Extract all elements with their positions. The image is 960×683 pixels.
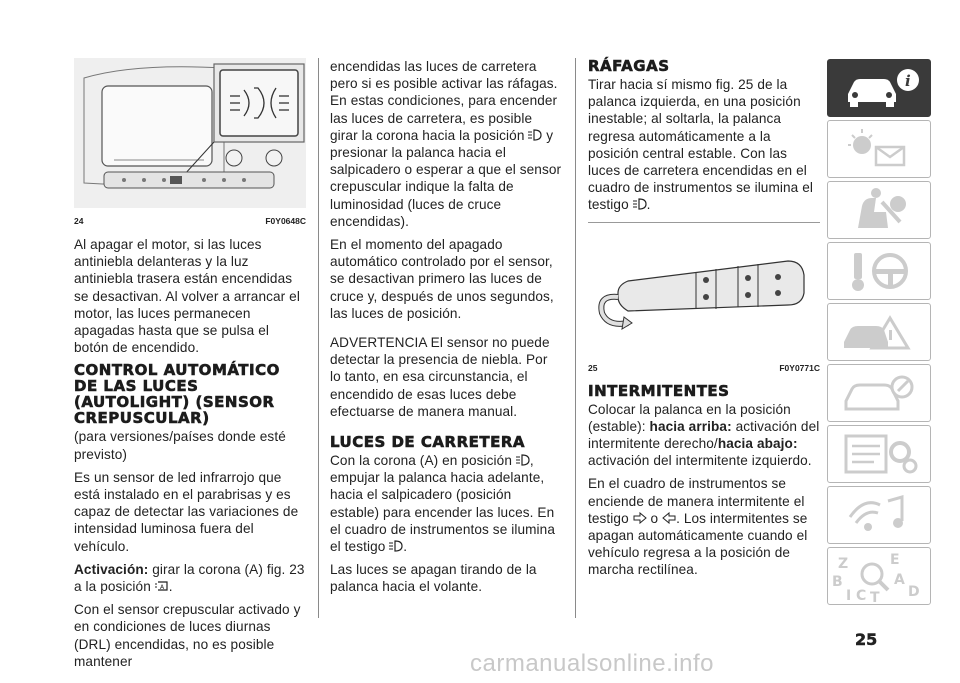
high-beams-text-b: , empujar la palanca hacia adelante, hacia el salpicadero (posición estable) para encender las luces. En el cuadro de instrumentos se ilumina el testigo bbox=[330, 453, 555, 555]
index-letter: Z bbox=[838, 556, 849, 572]
indicators-text-b: activación del intermitente derecho/ bbox=[588, 418, 820, 452]
flash-paragraph bbox=[588, 76, 820, 214]
index-letter: T bbox=[870, 590, 880, 604]
figure-number: 24 bbox=[74, 216, 84, 226]
flash-text: Tirar hacia sí mismo fig. 25 de la palanca izquierda, en una posición inestable; al soltarla, la palanca regresa automáticamente a la posición central estable. Con las luces de carretera encendidas en el cuadro de instrumentos se ilumina el testigo bbox=[588, 77, 813, 213]
indicators-paragraph bbox=[588, 401, 820, 470]
high-beams-paragraph bbox=[330, 452, 562, 555]
figure-25 bbox=[588, 235, 820, 373]
figure-number: 25 bbox=[588, 362, 598, 373]
sensor-paragraph: Es un sensor de led infrarrojo que está instalado en el parabrisas y es capaz de detectar las variaciones de intensidad luminosa fuera del vehículo. bbox=[74, 469, 299, 554]
figure-code: F0Y0648C bbox=[265, 216, 306, 226]
index-letter: D bbox=[908, 584, 920, 600]
column-1 bbox=[74, 58, 306, 676]
chapter-tab-starting-driving[interactable] bbox=[827, 242, 931, 300]
high-beams-heading: LUCES DE CARRETERA bbox=[330, 433, 526, 452]
high-beams-text-a: Con la corona (A) en posición bbox=[330, 453, 516, 469]
svg-text:i: i bbox=[905, 72, 911, 90]
indicators-text-a: Colocar la palanca en la posición (estable): bbox=[588, 401, 791, 434]
column-divider bbox=[575, 58, 576, 618]
indicator-lights-paragraph bbox=[588, 475, 820, 578]
down-label: hacia abajo: bbox=[717, 436, 798, 452]
high-beam-warning-light-icon bbox=[389, 540, 403, 552]
warning-lights-icon bbox=[828, 121, 930, 177]
stalk-lever-illustration bbox=[588, 235, 820, 355]
figure-24 bbox=[74, 58, 306, 226]
airbag-seat-icon bbox=[828, 182, 930, 238]
indicators-text-c: activación del intermitente izquierdo. bbox=[588, 453, 812, 469]
right-arrow-icon bbox=[633, 512, 647, 524]
figure-code: F0Y0771C bbox=[779, 362, 820, 373]
activation-paragraph bbox=[74, 561, 306, 595]
index-letter: E bbox=[890, 552, 900, 568]
watermark: carmanualsonline.info bbox=[470, 650, 714, 677]
auto-light-icon bbox=[155, 580, 169, 592]
column-3 bbox=[588, 58, 820, 585]
up-label: hacia arriba: bbox=[649, 418, 732, 434]
high-beam-text-2: y presionar la palanca hacia el salpicadero o esperar a que el sensor crepuscular indique la falta de luminosidad (luces de cruce encendidas). bbox=[330, 127, 562, 229]
versions-note: (para versiones/países donde esté previsto) bbox=[74, 429, 286, 462]
flash-heading: RÁFAGAS bbox=[588, 57, 670, 75]
autolight-heading: CONTROL AUTOMÁTICO DE LAS LUCES (AUTOLIGHT) (SENSOR CREPUSCULAR) bbox=[74, 361, 280, 428]
drl-paragraph: Con el sensor crepuscular activado y en condiciones de luces diurnas (DRL) encendidas, no es posible mantener bbox=[74, 602, 301, 669]
dashboard-button-illustration bbox=[74, 58, 306, 208]
chapter-tab-car-info[interactable] bbox=[827, 59, 931, 117]
page-number: 25 bbox=[855, 630, 878, 649]
intro-paragraph: Al apagar el motor, si las luces antiniebla delanteras y la luz antiniebla trasera están encendidas se desactivan. Al volver a arrancar el motor, las luces permanecen apagadas hasta que se pulsa el botón de encendido. bbox=[74, 237, 300, 356]
or-text: o bbox=[646, 510, 663, 526]
auto-off-paragraph: En el momento del apagado automático controlado por el sensor, se desactivan primero las luces de cruce y, después de unos segundos, las luces de posición. bbox=[330, 237, 554, 321]
high-beam-warning-light-icon bbox=[633, 198, 647, 210]
high-beams-text-c: . bbox=[403, 539, 408, 555]
chapter-tab-safety[interactable] bbox=[827, 181, 931, 239]
column-divider bbox=[318, 58, 319, 618]
flash-end: . bbox=[646, 197, 651, 213]
index-letter: I bbox=[846, 588, 852, 604]
chapter-tab-emergency[interactable] bbox=[827, 303, 931, 361]
car-crash-icon bbox=[828, 304, 930, 360]
steering-key-icon bbox=[828, 243, 930, 299]
warning-paragraph: ADVERTENCIA El sensor no puede detectar la presencia de niebla. Por lo tanto, en esa circunstancia, el encendido de esas luces debe efectuarse de manera manual. bbox=[330, 335, 550, 419]
high-beam-icon bbox=[528, 129, 542, 141]
technical-data-icon bbox=[828, 426, 930, 482]
left-arrow-icon bbox=[662, 512, 676, 524]
chapter-tab-maintenance[interactable] bbox=[827, 364, 931, 422]
car-info-icon bbox=[828, 60, 930, 116]
column-2 bbox=[330, 58, 562, 602]
index-az-icon bbox=[828, 548, 930, 604]
indicator-lights-text-b: . Los intermitentes se apagan automáticamente cuando el vehículo regresa a la posición de marcha rectilínea. bbox=[588, 510, 808, 578]
activation-text: girar la corona (A) fig. 23 a la posición bbox=[74, 561, 305, 595]
high-beam-text: encendidas las luces de carretera pero si es posible activar las ráfagas. En estas condiciones, para encender las luces de carretera, es posible girar la corona hacia la posición bbox=[330, 59, 558, 143]
indicators-heading: INTERMITENTES bbox=[588, 381, 730, 400]
high-beam-paragraph bbox=[330, 58, 562, 230]
svg-text:A: A bbox=[159, 584, 164, 592]
car-service-icon bbox=[828, 365, 930, 421]
chapter-tab-technical-data[interactable] bbox=[827, 425, 931, 483]
figure-top-rule bbox=[588, 222, 820, 223]
activation-label: Activación: bbox=[74, 561, 149, 577]
index-letter: A bbox=[894, 572, 905, 588]
multimedia-icon bbox=[828, 487, 930, 543]
index-letter: C bbox=[856, 588, 867, 604]
indicator-lights-text-a: En el cuadro de instrumentos se enciende de manera intermitente el testigo bbox=[588, 476, 805, 526]
index-letter: B bbox=[832, 574, 843, 590]
activation-end: . bbox=[168, 579, 173, 595]
chapter-tab-multimedia[interactable] bbox=[827, 486, 931, 544]
chapter-tab-index[interactable] bbox=[827, 547, 931, 605]
chapter-tab-warning-lights[interactable] bbox=[827, 120, 931, 178]
high-beams-off-paragraph: Las luces se apagan tirando de la palanca hacia el volante. bbox=[330, 562, 537, 595]
high-beam-icon bbox=[516, 454, 530, 466]
